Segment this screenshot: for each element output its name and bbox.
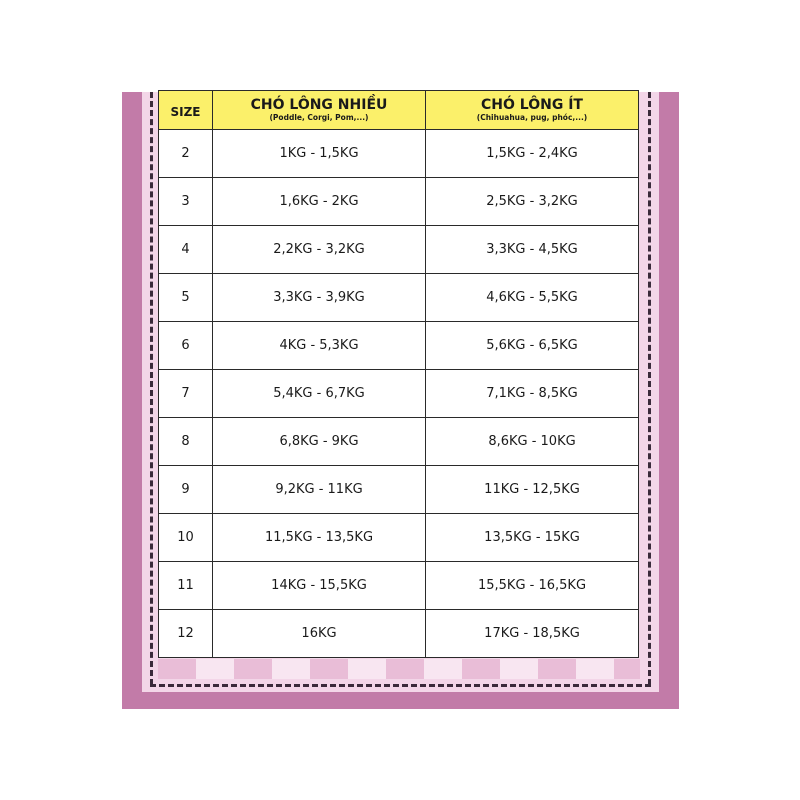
long-hair-weight-cell: 1KG - 1,5KG	[213, 130, 426, 178]
short-hair-weight-cell: 8,6KG - 10KG	[426, 418, 639, 466]
size-cell: 12	[159, 610, 213, 658]
size-cell: 10	[159, 514, 213, 562]
table-row	[159, 514, 639, 562]
long-hair-weight-cell: 2,2KG - 3,2KG	[213, 226, 426, 274]
short-hair-weight-cell: 13,5KG - 15KG	[426, 514, 639, 562]
table-row	[159, 370, 639, 418]
size-cell: 3	[159, 178, 213, 226]
table-header-row	[159, 91, 639, 130]
size-chart-table	[158, 90, 639, 658]
size-cell: 8	[159, 418, 213, 466]
table-row	[159, 226, 639, 274]
long-hair-weight-cell: 5,4KG - 6,7KG	[213, 370, 426, 418]
short-hair-weight-cell: 7,1KG - 8,5KG	[426, 370, 639, 418]
short-hair-weight-cell: 5,6KG - 6,5KG	[426, 322, 639, 370]
header-size	[159, 91, 213, 130]
long-hair-weight-cell: 3,3KG - 3,9KG	[213, 274, 426, 322]
table-row	[159, 274, 639, 322]
short-hair-weight-cell: 1,5KG - 2,4KG	[426, 130, 639, 178]
dashed-border-bottom	[150, 684, 651, 687]
long-hair-weight-cell: 11,5KG - 13,5KG	[213, 514, 426, 562]
table-row	[159, 418, 639, 466]
size-cell: 6	[159, 322, 213, 370]
header-short-hair	[426, 91, 639, 130]
short-hair-weight-cell: 15,5KG - 16,5KG	[426, 562, 639, 610]
dashed-border-left	[150, 92, 153, 685]
header-size-label: SIZE	[170, 104, 201, 119]
header-long-hair-examples: (Poddle, Corgi, Pom,...)	[269, 113, 369, 122]
size-cell: 2	[159, 130, 213, 178]
header-long-hair-label: CHÓ LÔNG NHIỀU	[250, 97, 388, 113]
long-hair-weight-cell: 4KG - 5,3KG	[213, 322, 426, 370]
short-hair-weight-cell: 4,6KG - 5,5KG	[426, 274, 639, 322]
size-cell: 11	[159, 562, 213, 610]
short-hair-weight-cell: 3,3KG - 4,5KG	[426, 226, 639, 274]
short-hair-weight-cell: 2,5KG - 3,2KG	[426, 178, 639, 226]
decorative-stripe	[158, 659, 640, 679]
size-cell: 4	[159, 226, 213, 274]
long-hair-weight-cell: 9,2KG - 11KG	[213, 466, 426, 514]
size-cell: 9	[159, 466, 213, 514]
long-hair-weight-cell: 16KG	[213, 610, 426, 658]
header-long-hair	[213, 91, 426, 130]
table-row	[159, 130, 639, 178]
size-cell: 5	[159, 274, 213, 322]
dashed-border-right	[648, 92, 651, 685]
long-hair-weight-cell: 14KG - 15,5KG	[213, 562, 426, 610]
table-row	[159, 466, 639, 514]
table-row	[159, 610, 639, 658]
table-body	[159, 130, 639, 658]
long-hair-weight-cell: 6,8KG - 9KG	[213, 418, 426, 466]
table-row	[159, 178, 639, 226]
header-short-hair-examples: (Chihuahua, pug, phóc,...)	[476, 113, 588, 122]
short-hair-weight-cell: 17KG - 18,5KG	[426, 610, 639, 658]
long-hair-weight-cell: 1,6KG - 2KG	[213, 178, 426, 226]
table-row	[159, 562, 639, 610]
table-row	[159, 322, 639, 370]
size-cell: 7	[159, 370, 213, 418]
short-hair-weight-cell: 11KG - 12,5KG	[426, 466, 639, 514]
header-short-hair-label: CHÓ LÔNG ÍT	[481, 97, 583, 113]
